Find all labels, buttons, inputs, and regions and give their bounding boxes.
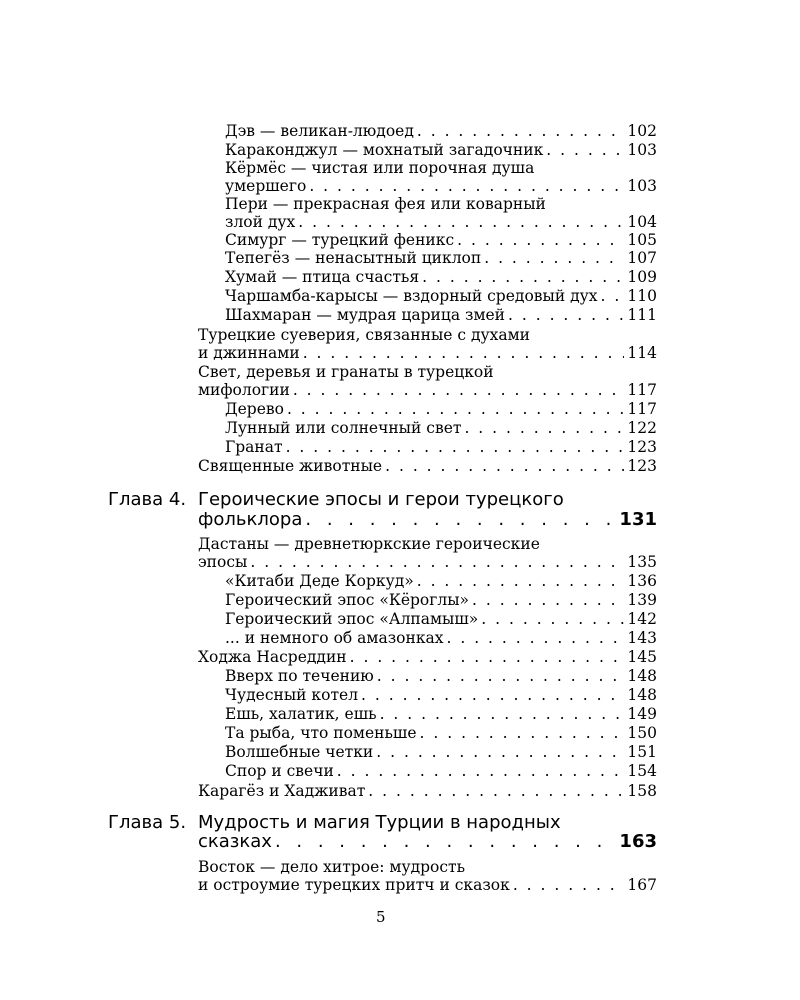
toc-dot-leader xyxy=(472,591,624,610)
toc-dot-leader xyxy=(422,268,624,287)
toc-entry-page: 122 xyxy=(627,419,657,437)
chapter-title-line1: Мудрость и магия Турции в народных xyxy=(198,812,561,833)
toc-dot-leader xyxy=(481,610,624,629)
toc-entry-title: Шахмаран — мудрая царица змей xyxy=(225,306,506,324)
toc-entry xyxy=(225,306,657,325)
toc-dot-leader xyxy=(417,572,625,591)
toc-entry xyxy=(225,629,657,648)
toc-entry xyxy=(225,419,657,438)
toc-entry-page: 123 xyxy=(627,438,657,456)
toc-entry xyxy=(225,213,657,232)
toc-entry xyxy=(225,724,657,743)
toc-entry xyxy=(225,268,657,287)
toc-entry-title: Волшебные четки xyxy=(225,743,374,761)
toc-entry-title-line1: Кёрмёс — чистая или порочная душа xyxy=(225,159,535,177)
chapter-title-line2: сказках xyxy=(198,831,272,852)
toc-dot-leader xyxy=(420,724,625,743)
toc-entry-title: Дерево xyxy=(225,400,284,418)
toc-entry-page: 114 xyxy=(627,344,657,362)
toc-entry-title: злой дух xyxy=(225,213,296,231)
toc-entry xyxy=(225,591,657,610)
toc-entry-title: Караконджул — мохнатый загадочник xyxy=(225,141,544,159)
toc-entry-title: Священные животные xyxy=(198,457,383,475)
toc-entry-page: 142 xyxy=(627,610,657,628)
toc-entry xyxy=(225,177,657,196)
toc-entry-title-line1: Пери — прекрасная фея или коварный xyxy=(225,195,546,213)
toc-entry-page: 117 xyxy=(627,400,657,418)
toc-dot-leader xyxy=(508,306,624,325)
toc-entry xyxy=(225,438,657,457)
toc-entry-title: Чудесный котел xyxy=(225,686,359,704)
toc-entry xyxy=(198,782,657,801)
toc-dot-leader xyxy=(305,509,616,531)
toc-entry-title: «Китаби Деде Коркуд» xyxy=(225,572,414,590)
toc-entry-page: 111 xyxy=(627,306,657,324)
toc-entry xyxy=(198,457,657,476)
toc-dot-leader xyxy=(417,122,625,141)
toc-dot-leader xyxy=(546,141,624,160)
toc-entry xyxy=(198,381,657,400)
toc-entry-title: Героический эпос «Алпамыш» xyxy=(225,610,479,628)
toc-dot-leader xyxy=(309,177,624,196)
toc-entry-page: 148 xyxy=(627,667,657,685)
toc-entry-page: 167 xyxy=(627,876,657,894)
toc-dot-leader xyxy=(303,344,625,363)
toc-entry-title: Тепегёз — ненасытный циклоп xyxy=(225,249,482,267)
toc-entry-title: Ходжа Насреддин xyxy=(198,648,347,666)
toc-entry-title: ... и немного об амазонках xyxy=(225,629,444,647)
toc-entry-title: Карагёз и Хадживат xyxy=(198,782,366,800)
toc-entry-title-line1: Дастаны — древнетюркские героические xyxy=(198,535,540,553)
toc-dot-leader xyxy=(377,667,625,686)
toc-entry-title: Хумай — птица счастья xyxy=(225,268,420,286)
toc-dot-leader xyxy=(446,629,624,648)
toc-dot-leader xyxy=(464,419,624,438)
chapter-title-line2: фольклора xyxy=(198,509,303,530)
toc-dot-leader xyxy=(380,705,625,724)
toc-dot-leader xyxy=(368,782,624,801)
toc-entry xyxy=(198,648,657,667)
chapter-title-line1: Героические эпосы и герои турецкого xyxy=(198,489,564,510)
toc-entry-title: и остроумие турецких притч и сказок xyxy=(198,876,510,894)
toc-entry-page: 102 xyxy=(627,122,657,140)
toc-dot-leader xyxy=(513,876,625,895)
toc-dot-leader xyxy=(376,743,624,762)
toc-entry-title: Вверх по течению xyxy=(225,667,374,685)
toc-entry-title: Спор и свечи xyxy=(225,762,334,780)
toc-entry-title: Та рыба, что поменьше xyxy=(225,724,417,742)
toc-entry-title-line1: Турецкие суеверия, связанные с духами xyxy=(198,326,531,344)
toc-entry xyxy=(225,743,657,762)
toc-entry-page: 103 xyxy=(627,141,657,159)
toc-entry-title: Симург — турецкий феникс xyxy=(225,231,455,249)
toc-entry-page: 151 xyxy=(627,743,657,761)
toc-entry-page: 150 xyxy=(627,724,657,742)
toc-entry-page: 110 xyxy=(627,287,657,305)
toc-entry xyxy=(225,231,657,250)
toc-dot-leader xyxy=(286,438,625,457)
toc-entry-page: 139 xyxy=(627,591,657,609)
toc-dot-leader xyxy=(601,287,625,306)
toc-dot-leader xyxy=(350,648,625,667)
toc-entry-title: Гранат xyxy=(225,438,283,456)
chapter-page: 163 xyxy=(619,831,657,852)
toc-entry-page: 103 xyxy=(627,177,657,195)
toc-dot-leader xyxy=(287,400,624,419)
toc-entry xyxy=(198,553,657,572)
toc-entry-page: 109 xyxy=(627,268,657,286)
toc-entry xyxy=(225,122,657,141)
toc-entry xyxy=(225,400,657,419)
toc-entry-page: 149 xyxy=(627,705,657,723)
toc-entry-page: 107 xyxy=(627,249,657,267)
toc-entry xyxy=(225,762,657,781)
toc-entry-title: умершего xyxy=(225,177,307,195)
toc-dot-leader xyxy=(457,231,624,250)
toc-entry-title: Дэв — великан-людоед xyxy=(225,122,414,140)
toc-entry-title: Героический эпос «Кёроглы» xyxy=(225,591,470,609)
toc-dot-leader xyxy=(484,249,624,268)
toc-entry xyxy=(198,876,657,895)
toc-entry xyxy=(225,610,657,629)
toc-entry-title-line1: Восток — дело хитрое: мудрость xyxy=(198,858,466,876)
toc-entry-title: и джиннами xyxy=(198,344,300,362)
toc-entry-page: 145 xyxy=(627,648,657,666)
toc-entry xyxy=(225,667,657,686)
chapter-label: Глава 4. xyxy=(108,489,187,510)
toc-entry-title: Чаршамба-карысы — вздорный средовый дух xyxy=(225,287,598,305)
toc-dot-leader xyxy=(361,686,624,705)
toc-entry-page: 135 xyxy=(627,553,657,571)
toc-entry-page: 117 xyxy=(627,381,657,399)
toc-entry xyxy=(225,287,657,306)
toc-dot-leader xyxy=(337,762,625,781)
toc-entry-page: 154 xyxy=(627,762,657,780)
toc-entry-page: 136 xyxy=(627,572,657,590)
chapter-label: Глава 5. xyxy=(108,812,187,833)
toc-entry-title: мифологии xyxy=(198,381,290,399)
toc-entry-page: 105 xyxy=(627,231,657,249)
chapter-heading xyxy=(198,509,657,531)
toc-dot-leader xyxy=(293,381,625,400)
toc-entry xyxy=(225,572,657,591)
chapter-page: 131 xyxy=(619,509,657,530)
toc-entry xyxy=(225,141,657,160)
toc-dot-leader xyxy=(385,457,624,476)
toc-entry-title-line1: Свет, деревья и гранаты в турецкой xyxy=(198,363,494,381)
toc-entry-title: Ешь, халатик, ешь xyxy=(225,705,377,723)
toc-dot-leader xyxy=(298,213,624,232)
toc-entry-page: 104 xyxy=(627,213,657,231)
toc-entry xyxy=(225,686,657,705)
toc-entry-page: 143 xyxy=(627,629,657,647)
chapter-heading xyxy=(198,831,657,853)
toc-entry xyxy=(198,344,657,363)
toc-entry-page: 158 xyxy=(627,782,657,800)
toc-dot-leader xyxy=(275,831,616,853)
page-number: 5 xyxy=(376,908,386,926)
toc-dot-leader xyxy=(250,553,624,572)
toc-entry xyxy=(225,249,657,268)
toc-entry-title: Лунный или солнечный свет xyxy=(225,419,462,437)
toc-entry-page: 148 xyxy=(627,686,657,704)
toc-entry-page: 123 xyxy=(627,457,657,475)
toc-entry-title: эпосы xyxy=(198,553,248,571)
toc-entry xyxy=(225,705,657,724)
